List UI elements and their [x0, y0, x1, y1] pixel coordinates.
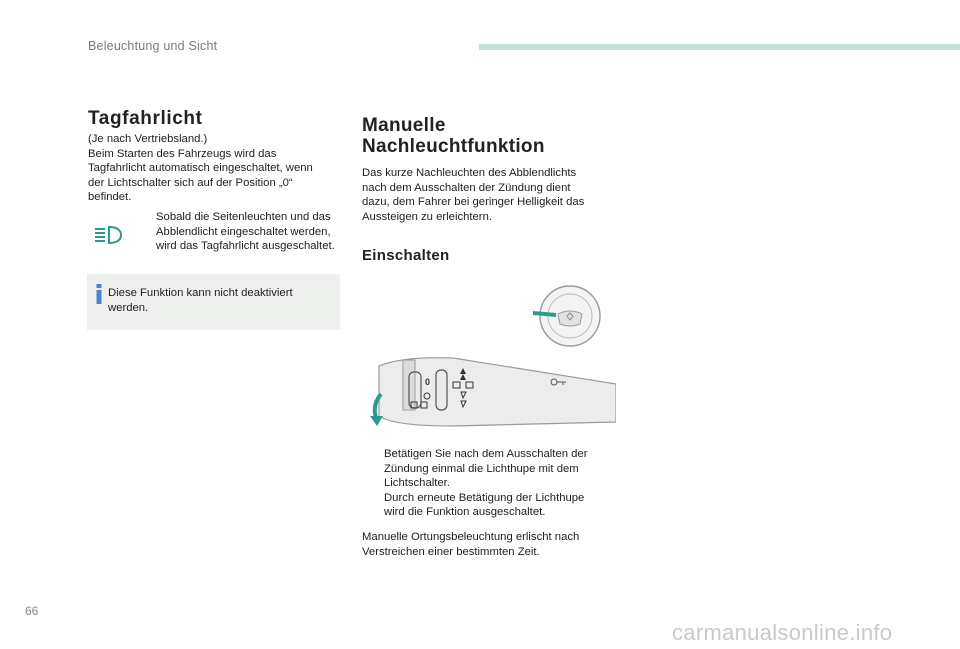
text-line: Manuelle Ortungsbeleuchtung erlischt nach: [362, 531, 580, 543]
info-box: [87, 274, 340, 330]
heading-tagfahrlicht: Tagfahrlicht: [88, 108, 203, 129]
text-line: Sobald die Seitenleuchten und das: [156, 211, 331, 223]
nachleuchtfunktion-paragraph: [362, 166, 612, 224]
text-line: der Lichtschalter sich auf der Position „0“: [88, 176, 293, 189]
light-stalk-illustration: [363, 354, 616, 430]
text-line: werden.: [108, 301, 149, 314]
text-line: Aussteigen zu erleichtern.: [362, 210, 492, 223]
section-title: Beleuchtung und Sicht: [88, 39, 218, 53]
instruction-list: [362, 447, 620, 520]
list-item: [362, 491, 620, 520]
heading-line: Manuelle: [362, 115, 446, 136]
note-text: [156, 210, 341, 254]
text-line: Abblendlicht eingeschaltet werden,: [156, 225, 331, 238]
text-line: Lichtschalter.: [384, 477, 450, 489]
text-line: Diese Funktion kann nicht deaktiviert: [108, 287, 293, 299]
text-line: Verstreichen einer bestimmten Zeit.: [362, 545, 540, 558]
steering-wheel-illustration: [528, 284, 604, 350]
text-line: wird die Funktion ausgeschaltet.: [384, 506, 546, 518]
heading-nachleuchtfunktion: [362, 115, 545, 157]
text-line: nach dem Ausschalten der Zündung dient: [362, 181, 571, 194]
position-zero-label: 0: [425, 377, 431, 387]
daytime-light-note: [88, 210, 338, 260]
info-text: [108, 286, 328, 315]
final-paragraph: [362, 530, 612, 559]
info-icon: [95, 284, 103, 304]
heading-einschalten: Einschalten: [362, 247, 450, 264]
text-line: befindet.: [88, 191, 132, 203]
watermark: carmanualsonline.info: [672, 620, 893, 645]
tagfahrlicht-paragraph: [88, 132, 338, 205]
text-line: Beim Starten des Fahrzeugs wird das: [88, 147, 277, 160]
text-line: Zündung einmal die Lichthupe mit dem: [384, 462, 579, 475]
text-line: wird das Tagfahrlicht ausgeschaltet.: [156, 240, 335, 252]
page-number: 66: [25, 604, 39, 618]
text-line: Durch erneute Betätigung der Lichthupe: [384, 491, 585, 504]
list-item: [362, 447, 620, 491]
text-line: Betätigen Sie nach dem Ausschalten der: [384, 448, 588, 460]
text-line: (Je nach Vertriebsland.): [88, 133, 208, 145]
heading-line: Nachleuchtfunktion: [362, 136, 545, 157]
text-line: Tagfahrlicht automatisch eingeschaltet, wenn: [88, 162, 313, 174]
text-line: dazu, dem Fahrer bei geringer Helligkeit das: [362, 196, 585, 208]
daytime-running-light-icon: [93, 224, 123, 246]
text-line: Das kurze Nachleuchten des Abblendlichts: [362, 167, 577, 179]
header-accent-bar: [479, 44, 960, 50]
